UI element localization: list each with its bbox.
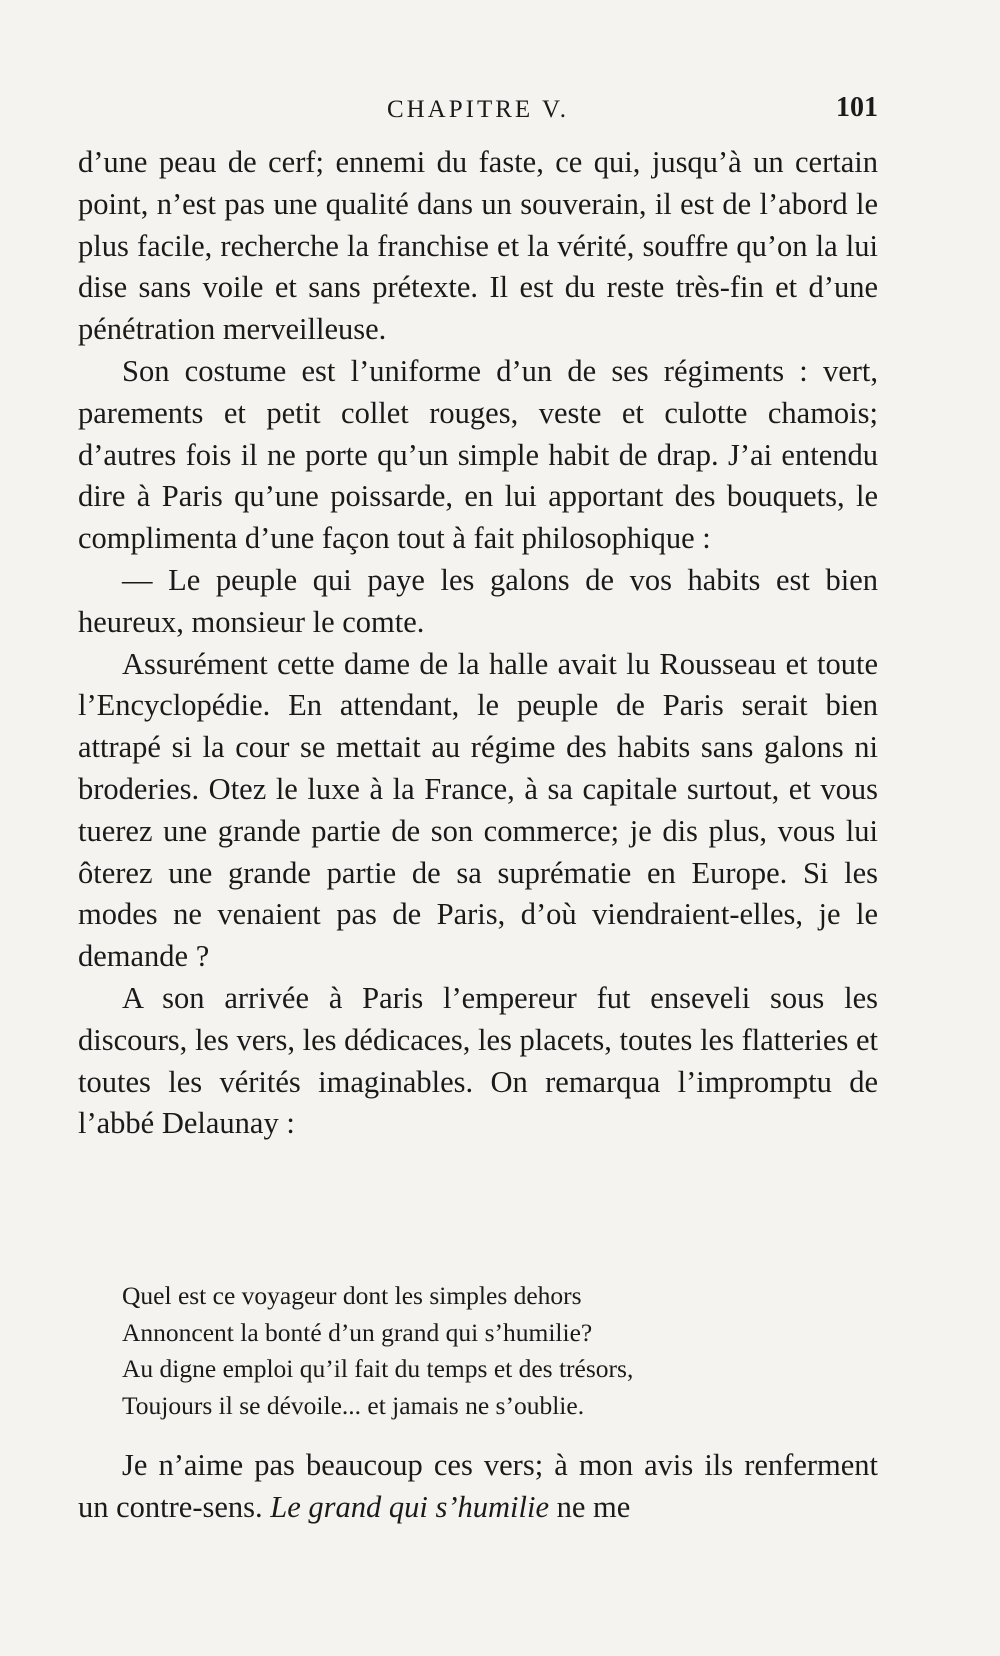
closing-text-before: Je n’aime pas beaucoup ces vers; à mon avis ils renferment un contre-sens. bbox=[78, 1448, 878, 1524]
closing-italic-phrase: Le grand qui s’humilie bbox=[270, 1489, 549, 1524]
paragraph-4: Assurément cette dame de la halle avait lu Rousseau et toute l’Encyclopédie. En attendant, le peuple de Paris serait bien attrapé si la cour se mettait au régime des habits sans galons ni broderies. Otez le luxe à la France, à sa capitale surtout, et vous tuerez une grande partie de son commerce; je dis plus, vous lui ôterez une grande partie de sa suprématie en Europe. Si les modes ne venaient pas de Paris, d’où viendraient-elles, je le demande ? bbox=[78, 646, 878, 974]
verse-block bbox=[122, 1278, 862, 1424]
paragraph-5: A son arrivée à Paris l’empereur fut enseveli sous les discours, les vers, les dédicaces, les placets, toutes les flatteries et toutes les vérités imaginables. On remarqua l’impromptu de l’abbé Delaunay : bbox=[78, 980, 878, 1141]
closing-paragraph bbox=[78, 1445, 878, 1529]
verse-line: Toujours il se dévoile... et jamais ne s’oublie. bbox=[122, 1390, 585, 1420]
verse-line: Quel est ce voyageur dont les simples dehors bbox=[122, 1281, 582, 1310]
page-number: 101 bbox=[836, 92, 878, 123]
page-header bbox=[78, 92, 878, 132]
paragraph-2: Son costume est l’uniforme d’un de ses régiments : vert, parements et petit collet rouges, veste et culotte chamois; d’autres fois il ne porte qu’un simple habit de drap. J’ai entendu dire à Paris qu’une poissarde, en lui apportant des bouquets, le complimenta d’une façon tout à fait philosophique : bbox=[78, 353, 878, 556]
paragraph-6 bbox=[78, 1445, 878, 1529]
paragraph-3: — Le peuple qui paye les galons de vos habits est bien heureux, monsieur le comte. bbox=[78, 562, 878, 639]
body-text bbox=[78, 142, 878, 1145]
verse-line: Au digne emploi qu’il fait du temps et des trésors, bbox=[122, 1354, 634, 1383]
verse-line: Annoncent la bonté d’un grand qui s’humilie? bbox=[122, 1317, 593, 1347]
paragraph-1: d’une peau de cerf; ennemi du faste, ce qui, jusqu’à un certain point, n’est pas une qualité dans un souverain, il est de l’abord le plus facile, recherche la franchise et la vérité, souffre qu’on la lui dise sans voile et sans prétexte. Il est du reste très-fin et d’une pénétration merveilleuse. bbox=[78, 145, 878, 347]
closing-text-after: ne me bbox=[549, 1489, 631, 1524]
running-head: CHAPITRE V. bbox=[386, 96, 570, 123]
